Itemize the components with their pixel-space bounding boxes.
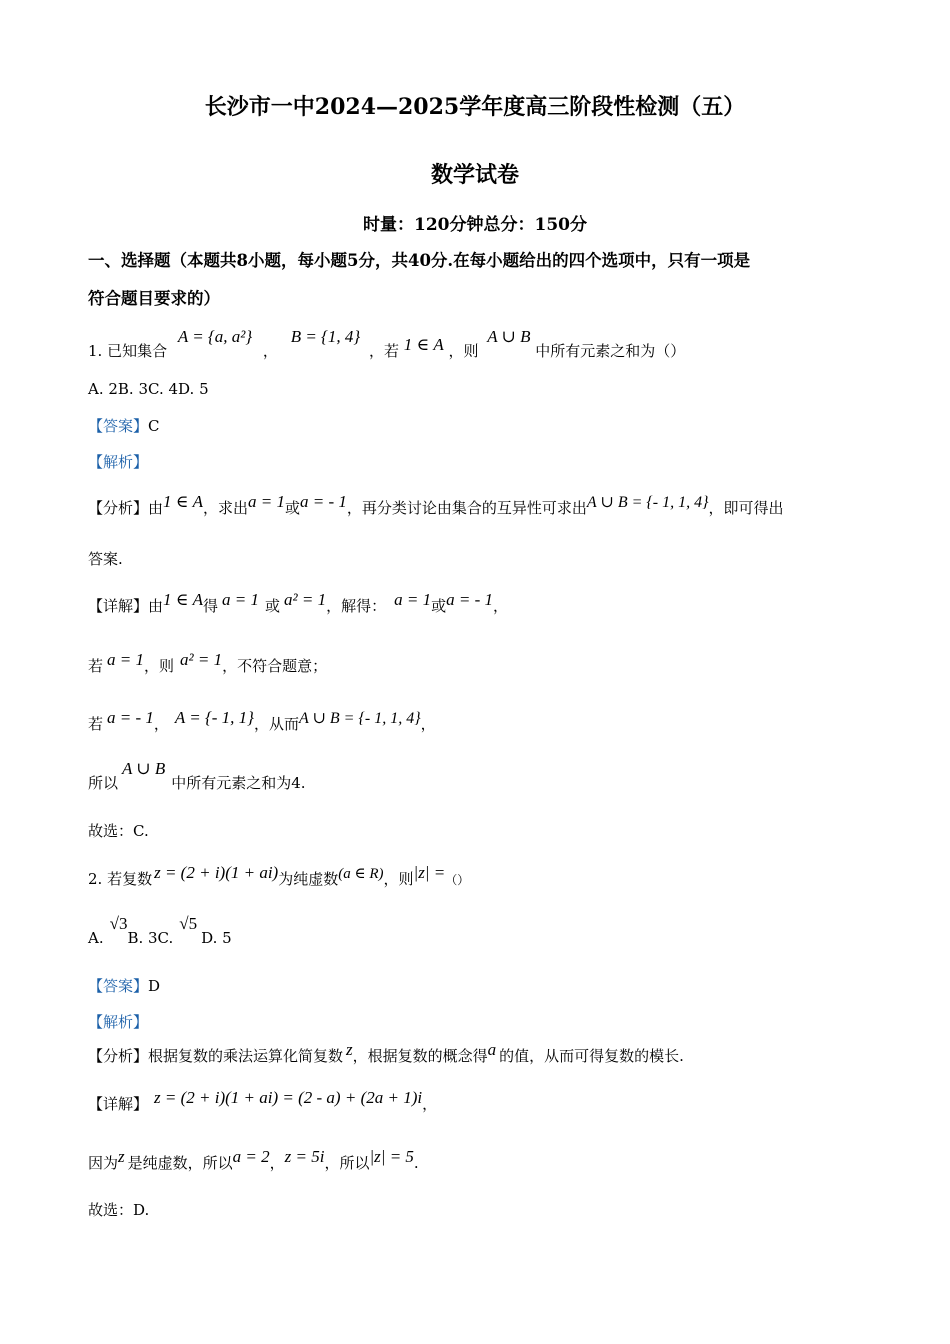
text: ，即可得出 bbox=[708, 499, 784, 517]
q1-prefix: 1. 已知集合 bbox=[88, 342, 168, 360]
q2-prefix: 2. 若复数 bbox=[88, 870, 153, 888]
q1-case1 bbox=[88, 650, 328, 676]
text: ，根据复数的概念得 bbox=[352, 1047, 488, 1065]
math: a² = 1 bbox=[180, 650, 223, 669]
text: A. bbox=[88, 929, 104, 947]
q1-answer: C bbox=[148, 417, 160, 435]
math: z bbox=[346, 1040, 353, 1059]
math: A = {- 1, 1} bbox=[174, 708, 254, 727]
q2-options bbox=[88, 914, 232, 948]
text: 因为 bbox=[88, 1154, 119, 1172]
q1-sum bbox=[88, 759, 306, 793]
math: A ∪ B bbox=[122, 759, 166, 778]
q1-options: A. 2B. 3C. 4D. 5 bbox=[88, 380, 209, 398]
math: z = (2 + i)(1 + ai) bbox=[154, 863, 279, 882]
text: ，则 bbox=[144, 657, 175, 675]
math: 1 ∈ A bbox=[163, 492, 203, 511]
analysis-label: 【分析】 bbox=[88, 1047, 149, 1065]
math: a = - 1 bbox=[446, 590, 493, 609]
text: 由 bbox=[148, 597, 164, 615]
text: B. 3C. bbox=[127, 929, 174, 947]
math: A ∪ B = {- 1, 1, 4} bbox=[299, 710, 421, 727]
text: ， bbox=[493, 597, 509, 615]
text: （） bbox=[445, 873, 470, 887]
text: 或 bbox=[431, 597, 447, 615]
q1-union: A ∪ B bbox=[487, 327, 531, 346]
text: 中所有元素之和为4. bbox=[171, 774, 306, 792]
math: |z| = bbox=[413, 863, 446, 882]
text: 根据复数的乘法运算化简复数 bbox=[148, 1047, 344, 1065]
text: ， bbox=[153, 715, 169, 733]
math: a = 1 bbox=[394, 590, 432, 609]
math: a = - 1 bbox=[300, 492, 347, 511]
math: |z| = 5 bbox=[369, 1147, 414, 1166]
q1-analysis bbox=[88, 492, 784, 518]
q1-suffix: 中所有元素之和为（） bbox=[535, 342, 686, 360]
q2-stem bbox=[88, 863, 470, 889]
q1-case2 bbox=[88, 708, 436, 734]
analysis-label: 【分析】 bbox=[88, 499, 149, 517]
analysis-tag: 【解析】 bbox=[88, 1013, 149, 1031]
text: ，则 bbox=[383, 870, 414, 888]
q1-choose: 故选：C. bbox=[88, 822, 149, 840]
text: ，不符合题意； bbox=[222, 657, 328, 675]
math: A ∪ B = {- 1, 1, 4} bbox=[586, 494, 709, 511]
text: 得 bbox=[203, 597, 219, 615]
text: 由 bbox=[148, 499, 164, 517]
math: a bbox=[487, 1040, 497, 1059]
math: z = (2 + i)(1 + ai) = (2 - a) + (2a + 1)i bbox=[154, 1088, 423, 1107]
math: a = 2 bbox=[232, 1147, 270, 1166]
section-heading: 一、选择题（本题共8小题，每小题5分，共40分.在每小题给出的四个选项中，只有一项是 bbox=[88, 251, 751, 270]
exam-title: 长沙市一中2024—2025学年度高三阶段性检测（五） bbox=[204, 94, 746, 120]
q2-analysis bbox=[88, 1040, 684, 1066]
text: ，再分类讨论由集合的互异性可求出 bbox=[346, 499, 587, 517]
text: 所以 bbox=[88, 774, 119, 792]
q1-detail bbox=[88, 590, 509, 616]
q1-stem bbox=[88, 327, 686, 361]
q1-cond: 1 ∈ A bbox=[403, 335, 444, 354]
text: ，从而 bbox=[253, 715, 299, 733]
q1-set-a: A = {a, a²} bbox=[177, 327, 253, 346]
text: ， bbox=[269, 1154, 285, 1172]
text: ， bbox=[420, 715, 436, 733]
text: . bbox=[413, 1154, 419, 1172]
answer-tag: 【答案】 bbox=[88, 977, 149, 995]
q2-choose: 故选：D. bbox=[88, 1201, 150, 1219]
q1-set-b: B = {1, 4} bbox=[290, 327, 361, 346]
text: ，解得： bbox=[326, 597, 387, 615]
text: 为纯虚数 bbox=[278, 870, 339, 888]
math: a² = 1 bbox=[284, 590, 327, 609]
math: a = - 1 bbox=[107, 708, 154, 727]
math: √3 bbox=[109, 914, 128, 933]
q1-answer-line bbox=[88, 415, 160, 436]
detail-label: 【详解】 bbox=[88, 597, 149, 615]
q1-then: ，则 bbox=[448, 342, 479, 360]
math: a = 1 bbox=[107, 650, 144, 669]
detail-label: 【详解】 bbox=[88, 1095, 149, 1113]
text: 或 bbox=[285, 499, 301, 517]
q2-detail bbox=[88, 1088, 438, 1114]
q1-if: ，若 bbox=[368, 342, 399, 360]
analysis-tag: 【解析】 bbox=[88, 453, 149, 471]
q2-reason bbox=[88, 1147, 419, 1173]
text: 的值，从而可得复数的模长. bbox=[499, 1047, 684, 1065]
q2-answer-line bbox=[88, 975, 160, 996]
math: a = 1 bbox=[248, 492, 285, 511]
q1-analysis-cont: 答案. bbox=[88, 550, 123, 568]
text: ，所以 bbox=[324, 1154, 370, 1172]
text: D. 5 bbox=[201, 929, 232, 947]
math: 1 ∈ A bbox=[163, 590, 203, 609]
math: (a ∈ R) bbox=[338, 866, 384, 882]
math: √5 bbox=[179, 914, 198, 933]
subject-title: 数学试卷 bbox=[430, 162, 519, 188]
q2-answer: D bbox=[148, 977, 161, 995]
text: ， bbox=[422, 1095, 438, 1113]
math: z = 5i bbox=[284, 1147, 325, 1166]
section-heading-cont: 符合题目要求的） bbox=[88, 289, 220, 308]
text: 是纯虚数，所以 bbox=[127, 1154, 233, 1172]
math: z bbox=[118, 1147, 125, 1166]
text: 若 bbox=[88, 657, 104, 675]
q1-comma: ， bbox=[262, 342, 278, 360]
exam-timing: 时量：120分钟总分：150分 bbox=[363, 215, 587, 235]
math: a = 1 bbox=[222, 590, 259, 609]
text: ，求出 bbox=[203, 499, 249, 517]
text: 若 bbox=[88, 715, 104, 733]
text: 或 bbox=[265, 597, 281, 615]
answer-tag: 【答案】 bbox=[88, 417, 149, 435]
